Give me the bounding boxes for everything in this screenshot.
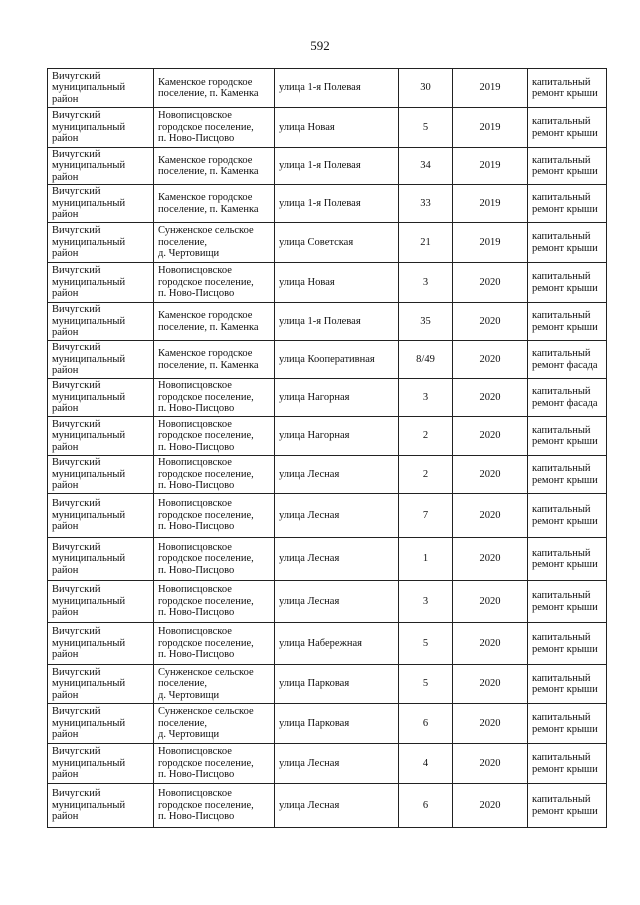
house-number-cell: 35 (399, 303, 453, 341)
district-cell: Вичугский муниципальный район (48, 784, 154, 828)
table-row (48, 69, 607, 108)
district-cell: Вичугский муниципальный район (48, 303, 154, 341)
work-type-cell: капитальный ремонт крыши (528, 494, 607, 538)
settlement-cell: Новописцовское городское поселение, п. Ново-Писцово (154, 623, 275, 665)
page-number: 592 (310, 38, 330, 53)
table-row (48, 341, 607, 379)
district-cell: Вичугский муниципальный район (48, 69, 154, 108)
settlement-cell: Каменское городское поселение, п. Каменка (154, 341, 275, 379)
settlement-cell: Сунженское сельское поселение, д. Чертовищи (154, 665, 275, 704)
year-cell: 2020 (453, 665, 528, 704)
street-cell: улица 1-я Полевая (275, 303, 399, 341)
year-cell: 2020 (453, 341, 528, 379)
district-cell: Вичугский муниципальный район (48, 494, 154, 538)
work-type-cell: капитальный ремонт крыши (528, 665, 607, 704)
year-cell: 2019 (453, 185, 528, 223)
year-cell: 2020 (453, 538, 528, 581)
district-cell: Вичугский муниципальный район (48, 223, 154, 263)
table-row (48, 417, 607, 456)
settlement-cell: Сунженское сельское поселение, д. Чертовищи (154, 704, 275, 744)
table-row (48, 456, 607, 494)
table-row (48, 581, 607, 623)
work-type-cell: капитальный ремонт крыши (528, 108, 607, 148)
street-cell: улица Советская (275, 223, 399, 263)
house-number-cell: 6 (399, 784, 453, 828)
table-row (48, 623, 607, 665)
year-cell: 2019 (453, 148, 528, 185)
year-cell: 2020 (453, 744, 528, 784)
year-cell: 2020 (453, 263, 528, 303)
work-type-cell: капитальный ремонт крыши (528, 456, 607, 494)
work-type-cell: капитальный ремонт крыши (528, 263, 607, 303)
settlement-cell: Каменское городское поселение, п. Каменка (154, 69, 275, 108)
street-cell: улица Кооперативная (275, 341, 399, 379)
housing-repair-table (47, 68, 607, 828)
street-cell: улица Лесная (275, 456, 399, 494)
work-type-cell: капитальный ремонт крыши (528, 704, 607, 744)
settlement-cell: Новописцовское городское поселение, п. Ново-Писцово (154, 263, 275, 303)
table-body (48, 69, 607, 828)
year-cell: 2020 (453, 784, 528, 828)
district-cell: Вичугский муниципальный район (48, 581, 154, 623)
street-cell: улица Парковая (275, 665, 399, 704)
house-number-cell: 7 (399, 494, 453, 538)
street-cell: улица Лесная (275, 494, 399, 538)
settlement-cell: Каменское городское поселение, п. Каменка (154, 185, 275, 223)
settlement-cell: Новописцовское городское поселение, п. Ново-Писцово (154, 784, 275, 828)
work-type-cell: капитальный ремонт крыши (528, 303, 607, 341)
settlement-cell: Новописцовское городское поселение, п. Ново-Писцово (154, 379, 275, 417)
table-row (48, 494, 607, 538)
street-cell: улица Лесная (275, 538, 399, 581)
street-cell: улица Новая (275, 263, 399, 303)
district-cell: Вичугский муниципальный район (48, 623, 154, 665)
year-cell: 2019 (453, 108, 528, 148)
table-row (48, 744, 607, 784)
district-cell: Вичугский муниципальный район (48, 148, 154, 185)
settlement-cell: Новописцовское городское поселение, п. Ново-Писцово (154, 744, 275, 784)
table-row (48, 263, 607, 303)
year-cell: 2020 (453, 417, 528, 456)
work-type-cell: капитальный ремонт крыши (528, 69, 607, 108)
house-number-cell: 4 (399, 744, 453, 784)
year-cell: 2020 (453, 379, 528, 417)
district-cell: Вичугский муниципальный район (48, 341, 154, 379)
settlement-cell: Новописцовское городское поселение, п. Ново-Писцово (154, 417, 275, 456)
settlement-cell: Новописцовское городское поселение, п. Ново-Писцово (154, 538, 275, 581)
street-cell: улица 1-я Полевая (275, 148, 399, 185)
work-type-cell: капитальный ремонт крыши (528, 148, 607, 185)
house-number-cell: 3 (399, 379, 453, 417)
street-cell: улица Лесная (275, 581, 399, 623)
work-type-cell: капитальный ремонт фасада (528, 341, 607, 379)
settlement-cell: Новописцовское городское поселение, п. Ново-Писцово (154, 108, 275, 148)
settlement-cell: Новописцовское городское поселение, п. Ново-Писцово (154, 456, 275, 494)
street-cell: улица Нагорная (275, 417, 399, 456)
work-type-cell: капитальный ремонт крыши (528, 581, 607, 623)
table-row (48, 784, 607, 828)
settlement-cell: Каменское городское поселение, п. Каменка (154, 303, 275, 341)
table-row (48, 538, 607, 581)
year-cell: 2019 (453, 223, 528, 263)
work-type-cell: капитальный ремонт крыши (528, 223, 607, 263)
house-number-cell: 3 (399, 263, 453, 303)
street-cell: улица Лесная (275, 744, 399, 784)
year-cell: 2020 (453, 303, 528, 341)
year-cell: 2020 (453, 456, 528, 494)
table-row (48, 108, 607, 148)
house-number-cell: 3 (399, 581, 453, 623)
work-type-cell: капитальный ремонт фасада (528, 379, 607, 417)
table-row (48, 223, 607, 263)
year-cell: 2019 (453, 69, 528, 108)
house-number-cell: 21 (399, 223, 453, 263)
work-type-cell: капитальный ремонт крыши (528, 623, 607, 665)
house-number-cell: 5 (399, 623, 453, 665)
table-row (48, 704, 607, 744)
house-number-cell: 1 (399, 538, 453, 581)
year-cell: 2020 (453, 704, 528, 744)
district-cell: Вичугский муниципальный район (48, 379, 154, 417)
table-row (48, 303, 607, 341)
district-cell: Вичугский муниципальный район (48, 417, 154, 456)
table-row (48, 185, 607, 223)
street-cell: улица Лесная (275, 784, 399, 828)
settlement-cell: Каменское городское поселение, п. Каменка (154, 148, 275, 185)
house-number-cell: 2 (399, 417, 453, 456)
district-cell: Вичугский муниципальный район (48, 185, 154, 223)
work-type-cell: капитальный ремонт крыши (528, 417, 607, 456)
district-cell: Вичугский муниципальный район (48, 263, 154, 303)
house-number-cell: 6 (399, 704, 453, 744)
district-cell: Вичугский муниципальный район (48, 456, 154, 494)
district-cell: Вичугский муниципальный район (48, 665, 154, 704)
house-number-cell: 30 (399, 69, 453, 108)
work-type-cell: капитальный ремонт крыши (528, 538, 607, 581)
table-row (48, 379, 607, 417)
street-cell: улица Нагорная (275, 379, 399, 417)
year-cell: 2020 (453, 581, 528, 623)
street-cell: улица Набережная (275, 623, 399, 665)
house-number-cell: 2 (399, 456, 453, 494)
street-cell: улица Парковая (275, 704, 399, 744)
street-cell: улица 1-я Полевая (275, 185, 399, 223)
work-type-cell: капитальный ремонт крыши (528, 744, 607, 784)
street-cell: улица 1-я Полевая (275, 69, 399, 108)
house-number-cell: 5 (399, 665, 453, 704)
district-cell: Вичугский муниципальный район (48, 704, 154, 744)
house-number-cell: 5 (399, 108, 453, 148)
table-row (48, 665, 607, 704)
settlement-cell: Новописцовское городское поселение, п. Ново-Писцово (154, 581, 275, 623)
work-type-cell: капитальный ремонт крыши (528, 185, 607, 223)
house-number-cell: 33 (399, 185, 453, 223)
house-number-cell: 34 (399, 148, 453, 185)
work-type-cell: капитальный ремонт крыши (528, 784, 607, 828)
district-cell: Вичугский муниципальный район (48, 744, 154, 784)
street-cell: улица Новая (275, 108, 399, 148)
district-cell: Вичугский муниципальный район (48, 108, 154, 148)
year-cell: 2020 (453, 494, 528, 538)
house-number-cell: 8/49 (399, 341, 453, 379)
settlement-cell: Сунженское сельское поселение, д. Чертовищи (154, 223, 275, 263)
year-cell: 2020 (453, 623, 528, 665)
settlement-cell: Новописцовское городское поселение, п. Ново-Писцово (154, 494, 275, 538)
table-row (48, 148, 607, 185)
district-cell: Вичугский муниципальный район (48, 538, 154, 581)
